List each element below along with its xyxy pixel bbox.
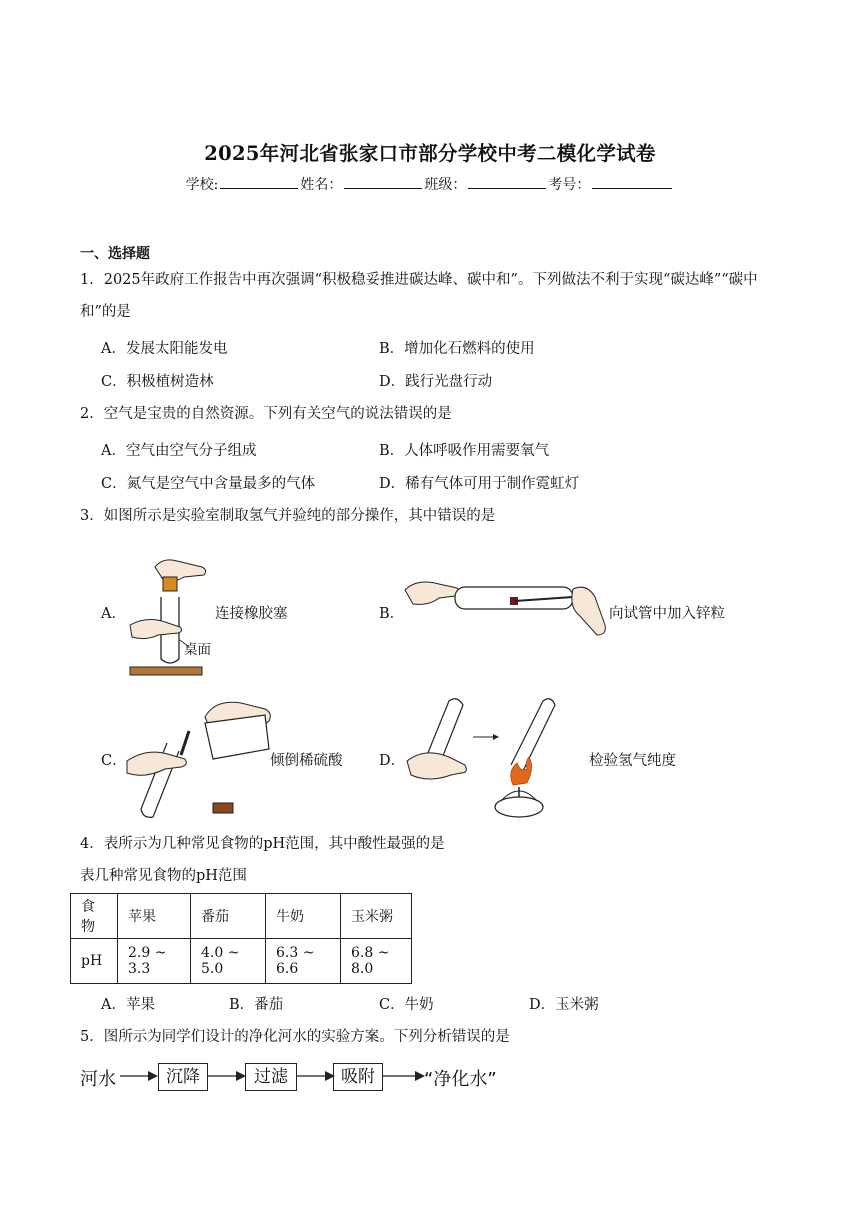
arrow-right-icon [120, 1068, 160, 1084]
table-row [71, 894, 412, 939]
q2-stem: 2．空气是宝贵的自然资源。下列有关空气的说法错误的是 [80, 406, 452, 422]
q3-option-d-text: 检验氢气纯度 [589, 753, 676, 769]
q4-option-a[interactable]: A．苹果 [101, 997, 155, 1013]
q4-option-c[interactable]: C．牛奶 [379, 997, 434, 1013]
class-label: 班级： [424, 177, 467, 193]
q2-option-a[interactable]: A．空气由空气分子组成 [101, 443, 257, 459]
arrow-right-icon [383, 1068, 427, 1084]
section-heading: 一、选择题 [80, 246, 150, 262]
q4-option-d[interactable]: D．玉米粥 [529, 997, 599, 1013]
page-title: 2025年河北省张家口市部分学校中考二模化学试卷 [204, 142, 656, 165]
table-cell: 苹果 [118, 894, 191, 939]
q2-option-d[interactable]: D．稀有气体可用于制作霓虹灯 [379, 476, 580, 492]
q4-table-caption: 表几种常见食物的pH范围 [80, 868, 247, 884]
ph-table [70, 893, 412, 984]
pour-acid-figure [125, 695, 275, 820]
q1-option-b[interactable]: B．增加化石燃料的使用 [379, 341, 535, 357]
table-cell: 番茄 [191, 894, 266, 939]
student-info [0, 174, 860, 194]
table-cell: 食物 [71, 894, 118, 939]
table-cell: 牛奶 [266, 894, 341, 939]
hydrogen-purity-test-figure [403, 695, 573, 820]
q4-option-b[interactable]: B．番茄 [229, 997, 284, 1013]
q2-option-c[interactable]: C．氮气是空气中含量最多的气体 [101, 476, 316, 492]
q1-stem-line1: 1．2025年政府工作报告中再次强调“积极稳妥推进碳达峰、碳中和”。下列做法不利于实现“碳达峰”“碳中 [80, 272, 758, 288]
table-cell: pH [71, 939, 118, 984]
flow-step-filter: 过滤 [245, 1063, 297, 1091]
table-cell: 玉米粥 [341, 894, 412, 939]
table-row [71, 939, 412, 984]
q2-option-b[interactable]: B．人体呼吸作用需要氧气 [379, 443, 550, 459]
table-cell: 4.0 ~ 5.0 [191, 939, 266, 984]
add-zinc-figure [403, 575, 613, 645]
flow-start: 河水 [80, 1069, 116, 1090]
class-blank[interactable] [468, 174, 546, 189]
arrow-right-icon [208, 1068, 248, 1084]
arrow-right-icon [297, 1068, 337, 1084]
name-blank[interactable] [344, 174, 422, 189]
q3-option-c-letter[interactable]: C． [101, 753, 127, 769]
q3-option-b-text: 向试管中加入锌粒 [609, 606, 725, 622]
table-cell: 6.8 ~ 8.0 [341, 939, 412, 984]
desk-label: 桌面 [184, 642, 211, 658]
flow-step-adsorb: 吸附 [333, 1063, 383, 1091]
q3-option-b-letter[interactable]: B． [379, 606, 405, 622]
q1-option-c[interactable]: C．积极植树造林 [101, 374, 214, 390]
q3-option-a-text: 连接橡胶塞 [215, 606, 288, 622]
q3-option-a-letter[interactable]: A． [101, 606, 126, 622]
school-blank[interactable] [220, 174, 298, 189]
exam-no-label: 考号： [548, 177, 591, 193]
flow-step-settle: 沉降 [158, 1063, 208, 1091]
q3-stem: 3．如图所示是实验室制取氢气并验纯的部分操作，其中错误的是 [80, 508, 496, 524]
table-cell: 6.3 ~ 6.6 [266, 939, 341, 984]
table-cell: 2.9 ~ 3.3 [118, 939, 191, 984]
exam-no-blank[interactable] [592, 174, 672, 189]
q4-stem: 4．表所示为几种常见食物的pH范围，其中酸性最强的是 [80, 836, 445, 852]
q1-option-a[interactable]: A．发展太阳能发电 [101, 341, 228, 357]
q3-option-d-letter[interactable]: D． [379, 753, 406, 769]
stopper-connection-figure [125, 555, 215, 680]
flow-end: “净化水” [424, 1069, 497, 1090]
name-label: 姓名： [300, 177, 343, 193]
school-label: 学校: [185, 177, 219, 193]
q1-stem-line2: 和”的是 [80, 304, 131, 320]
q3-option-c-text: 倾倒稀硫酸 [270, 753, 343, 769]
q1-option-d[interactable]: D．践行光盘行动 [379, 374, 493, 390]
q5-stem: 5．图所示为同学们设计的净化河水的实验方案。下列分析错误的是 [80, 1029, 510, 1045]
